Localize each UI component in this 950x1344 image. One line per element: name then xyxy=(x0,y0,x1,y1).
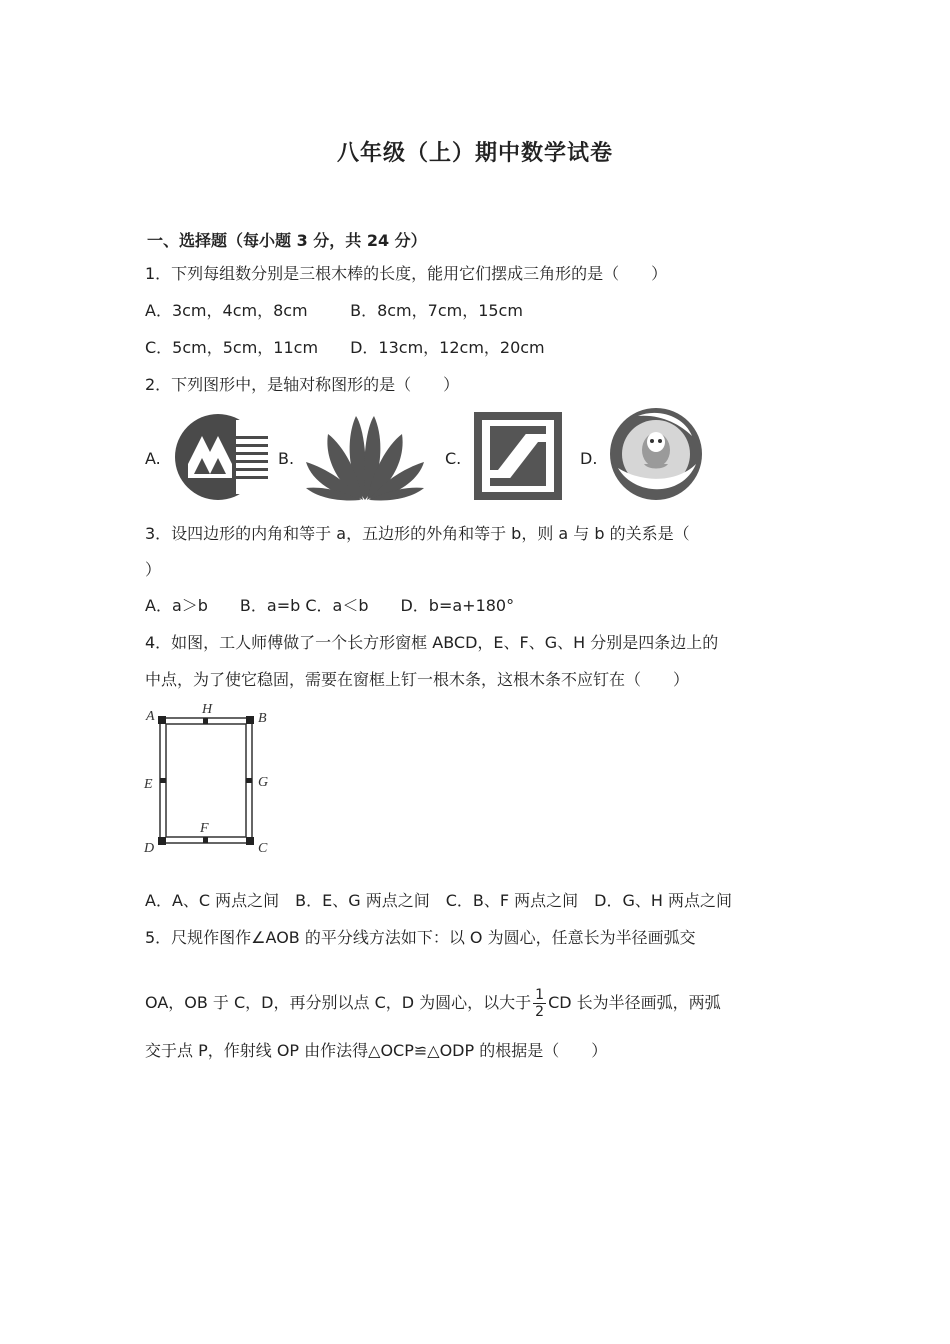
q2-label-c: C. xyxy=(445,449,462,468)
q1-option-c: C．5cm，5cm，11cm xyxy=(145,338,319,357)
label-d: D xyxy=(144,841,155,856)
q2-label-d: D. xyxy=(580,449,598,468)
q1-option-a: A．3cm，4cm，8cm xyxy=(145,301,308,320)
square-z-logo-icon xyxy=(472,412,564,500)
label-c: C xyxy=(258,841,268,856)
label-e: E xyxy=(144,777,153,792)
midpoint-h-marker xyxy=(203,718,208,724)
q1-option-d: D．13cm，12cm，20cm xyxy=(350,338,545,357)
question-4-stem-line-2: 中点，为了使它稳固，需要在窗框上钉一根木条，这根木条不应钉在（ ） xyxy=(145,670,690,689)
question-5-stem-line-1: 5．尺规作图作∠AOB 的平分线方法如下：以 O 为圆心，任意长为半径画弧交 xyxy=(145,928,696,947)
metro-m-logo-icon xyxy=(172,412,268,502)
q2-label-a: A. xyxy=(145,449,161,468)
corner-b-marker xyxy=(246,716,254,724)
question-3-stem-line-2: ） xyxy=(145,560,162,579)
q5-line2-part-b: CD 长为半径画弧，两弧 xyxy=(548,993,721,1012)
question-1-stem: 1．下列每组数分别是三根木棒的长度，能用它们摆成三角形的是（ ） xyxy=(145,264,668,283)
window-frame-figure xyxy=(140,700,290,860)
question-1-options-row-1 xyxy=(145,300,523,322)
question-5-stem-line-2 xyxy=(145,987,721,1020)
question-4-options: A．A、C 两点之间 B．E、G 两点之间 C．B、F 两点之间 D．G、H 两点之间 xyxy=(145,891,732,910)
section-heading: 一、选择题（每小题 3 分，共 24 分） xyxy=(147,231,427,250)
question-4-stem-line-1: 4．如图，工人师傅做了一个长方形窗框 ABCD，E、F、G、H 分别是四条边上的 xyxy=(145,633,719,652)
label-f: F xyxy=(200,821,209,836)
question-2-stem: 2．下列图形中，是轴对称图形的是（ ） xyxy=(145,375,460,394)
question-1-options-row-2 xyxy=(145,337,545,359)
label-a: A xyxy=(146,709,155,724)
question-3-stem-line-1: 3．设四边形的内角和等于 a，五边形的外角和等于 b，则 a 与 b 的关系是（ xyxy=(145,524,690,543)
question-3-options: A．a＞b B．a=b C．a＜b D．b=a+180° xyxy=(145,596,515,615)
corner-c-marker xyxy=(246,837,254,845)
label-b: B xyxy=(258,711,267,726)
fraction-numerator: 1 xyxy=(535,987,545,1003)
midpoint-g-marker xyxy=(246,778,252,783)
page-title: 八年级（上）期中数学试卷 xyxy=(336,141,613,166)
q2-label-b: B. xyxy=(278,449,295,468)
corner-d-marker xyxy=(158,837,166,845)
midpoint-f-marker xyxy=(203,837,208,843)
corner-a-marker xyxy=(158,716,166,724)
question-5-stem-line-3: 交于点 P，作射线 OP 由作法得△OCP≌△ODP 的根据是（ ） xyxy=(145,1041,608,1060)
q5-line2-part-a: OA，OB 于 C，D，再分别以点 C，D 为圆心，以大于 xyxy=(145,993,532,1012)
q1-option-b: B．8cm，7cm，15cm xyxy=(350,301,523,320)
one-half-fraction xyxy=(533,987,546,1020)
fraction-denominator: 2 xyxy=(535,1004,545,1020)
midpoint-e-marker xyxy=(160,778,166,783)
label-g: G xyxy=(258,775,269,790)
qq-penguin-logo-icon xyxy=(608,406,704,502)
label-h: H xyxy=(202,702,213,717)
fan-petals-logo-icon xyxy=(300,412,430,502)
